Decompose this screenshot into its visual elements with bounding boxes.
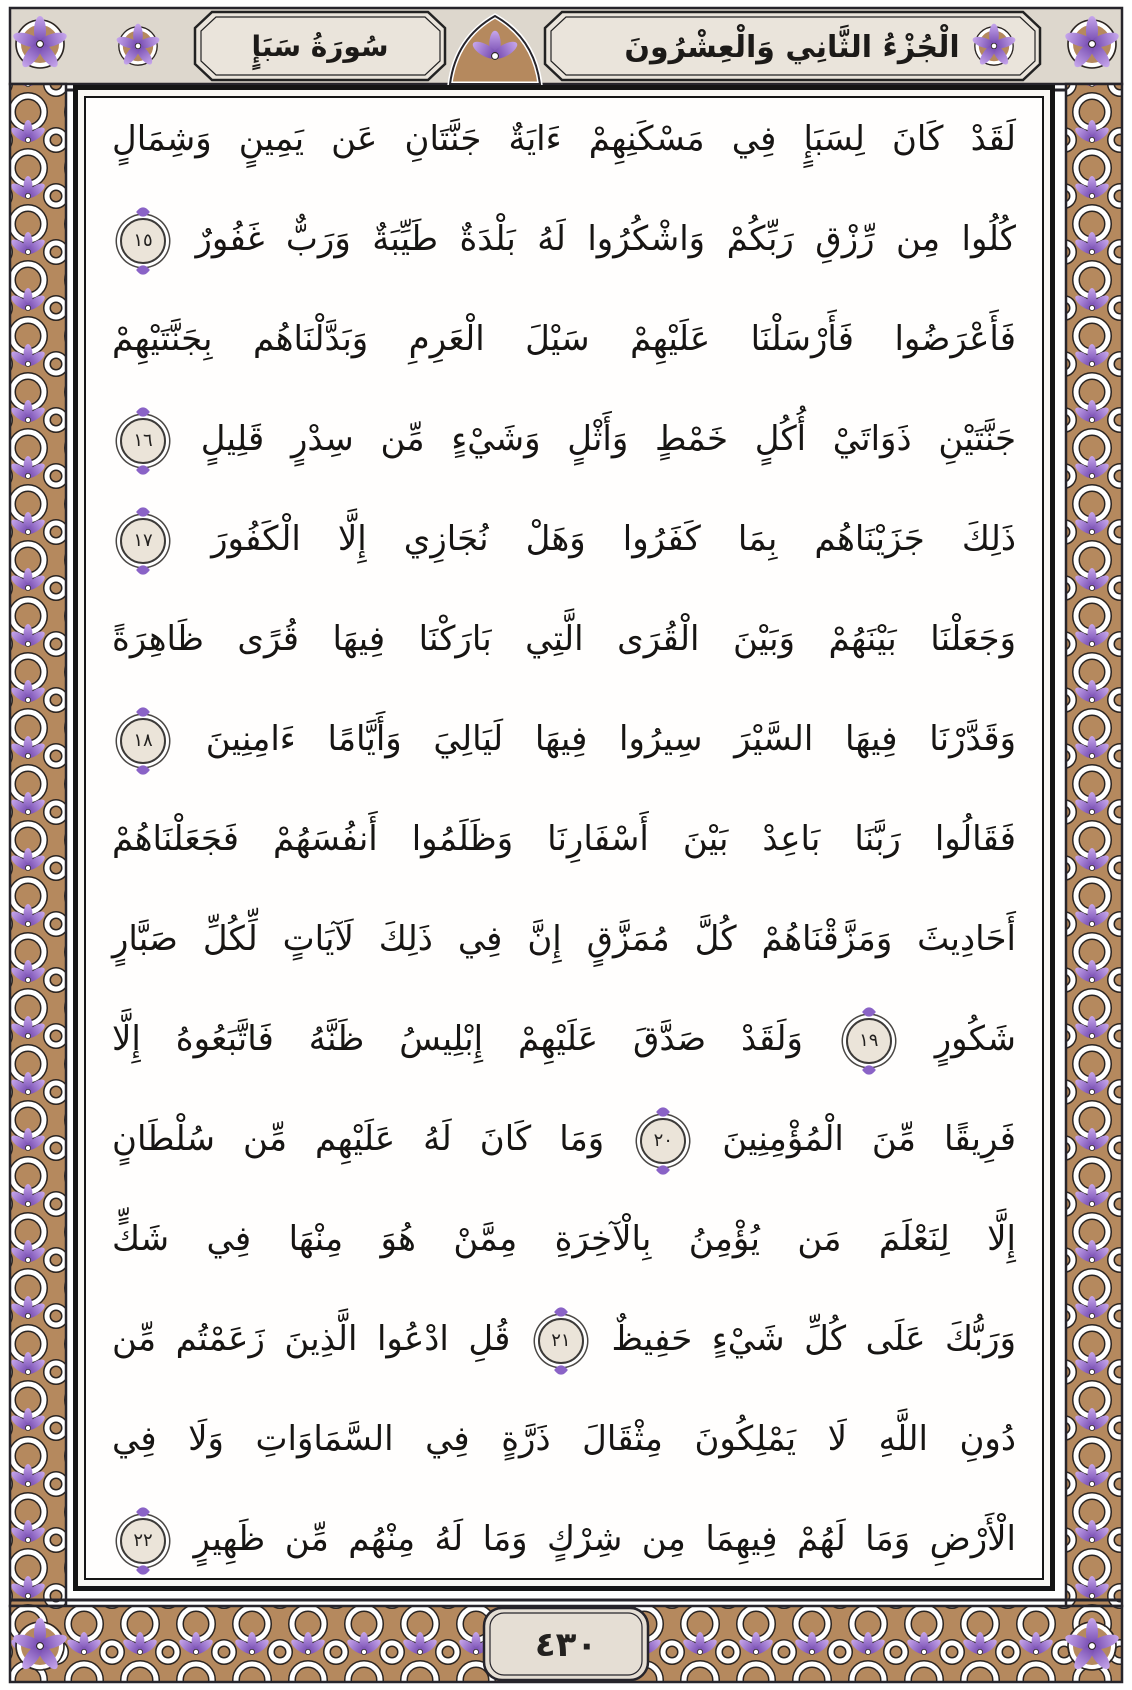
quran-line bbox=[112, 1016, 1016, 1064]
verse-number-marker: ١٦ bbox=[120, 418, 166, 464]
quran-text-segment: فَقَالُوا رَبَّنَا بَاعِدْ بَيْنَ أَسْفَارِنَا وَظَلَمُوا أَنفُسَهُمْ فَجَعَلْنَاهُمْ bbox=[112, 819, 1016, 860]
quran-text-segment: جَنَّتَيْنِ ذَوَاتَيْ أُكُلٍ خَمْطٍ وَأَثْلٍ وَشَيْءٍ مِّن سِدْرٍ قَلِيلٍ bbox=[200, 419, 1017, 460]
page-number-cartouche bbox=[484, 1608, 648, 1680]
quran-text-segment: كُلُوا مِن رِّزْقِ رَبِّكُمْ وَاشْكُرُوا لَهُ بَلْدَةٌ طَيِّبَةٌ وَرَبٌّ غَفُورٌ bbox=[195, 219, 1016, 260]
right-border-band bbox=[1066, 84, 1122, 1606]
quran-line bbox=[112, 116, 1016, 164]
quran-text-segment: شَكُورٍ bbox=[934, 1019, 1016, 1060]
verse-number-marker: ١٧ bbox=[120, 518, 166, 564]
quran-line bbox=[112, 616, 1016, 664]
quran-text-segment: وَقَدَّرْنَا فِيهَا السَّيْرَ سِيرُوا فِيهَا لَيَالِيَ وَأَيَّامًا ءَامِنِينَ bbox=[205, 719, 1017, 760]
juz-title: الْجُزْءُ الثَّانِي وَالْعِشْرُونَ bbox=[624, 30, 960, 65]
verse-number-marker: ٢٠ bbox=[640, 1118, 686, 1164]
juz-cartouche bbox=[545, 12, 1040, 80]
verse-number-marker: ٢١ bbox=[538, 1318, 584, 1364]
quran-text-segment: ذَلِكَ جَزَيْنَاهُم بِمَا كَفَرُوا وَهَلْ نُجَازِي إِلَّا الْكَفُورَ bbox=[211, 519, 1016, 560]
quran-text-segment: الْأَرْضِ وَمَا لَهُمْ فِيهِمَا مِن شِرْكٍ وَمَا لَهُ مِنْهُم مِّن ظَهِيرٍ bbox=[193, 1519, 1016, 1560]
quran-text-segment: وَلَقَدْ صَدَّقَ عَلَيْهِمْ إِبْلِيسُ ظَنَّهُ فَاتَّبَعُوهُ إِلَّا bbox=[112, 1019, 803, 1060]
verse-number-marker: ١٨ bbox=[120, 718, 166, 764]
quran-text-segment: وَرَبُّكَ عَلَى كُلِّ شَيْءٍ حَفِيظٌ bbox=[611, 1319, 1016, 1360]
text-panel bbox=[84, 96, 1044, 1580]
quran-line bbox=[112, 1416, 1016, 1464]
quran-line bbox=[112, 716, 1016, 764]
quran-line bbox=[112, 516, 1016, 564]
verse-number-marker: ٢٢ bbox=[120, 1518, 166, 1564]
quran-line bbox=[112, 216, 1016, 264]
surah-cartouche bbox=[195, 12, 445, 80]
quran-text-segment: لَقَدْ كَانَ لِسَبَإٍ فِي مَسْكَنِهِمْ ءَايَةٌ جَنَّتَانِ عَن يَمِينٍ وَشِمَالٍ bbox=[112, 119, 1016, 159]
quran-line bbox=[112, 1116, 1016, 1164]
left-border-band bbox=[10, 84, 66, 1606]
quran-text-segment: أَحَادِيثَ وَمَزَّقْنَاهُمْ كُلَّ مُمَزَّقٍ إِنَّ فِي ذَلِكَ لَآيَاتٍ لِّكُلِّ صَبَّارٍ bbox=[112, 919, 1016, 960]
verse-number-marker: ١٩ bbox=[846, 1018, 892, 1064]
quran-line bbox=[112, 816, 1016, 864]
quran-text-segment: فَرِيقًا مِّنَ الْمُؤْمِنِينَ bbox=[722, 1119, 1016, 1160]
quran-text-segment: قُلِ ادْعُوا الَّذِينَ زَعَمْتُم مِّن bbox=[112, 1319, 511, 1360]
surah-title: سُورَةُ سَبَإٍ bbox=[251, 30, 389, 63]
page-number: ٤٣٠ bbox=[534, 1625, 598, 1665]
quran-line bbox=[112, 1316, 1016, 1364]
quran-line bbox=[112, 1216, 1016, 1264]
verse-number-marker: ١٥ bbox=[120, 218, 166, 264]
quran-line bbox=[112, 916, 1016, 964]
quran-line bbox=[112, 416, 1016, 464]
quran-text-segment: دُونِ اللَّهِ لَا يَمْلِكُونَ مِثْقَالَ ذَرَّةٍ فِي السَّمَاوَاتِ وَلَا فِي bbox=[112, 1419, 1016, 1460]
quran-lines bbox=[86, 98, 1042, 1578]
quran-text-segment: وَجَعَلْنَا بَيْنَهُمْ وَبَيْنَ الْقُرَى الَّتِي بَارَكْنَا فِيهَا قُرًى ظَاهِرَةً bbox=[112, 619, 1016, 660]
quran-text-segment: فَأَعْرَضُوا فَأَرْسَلْنَا عَلَيْهِمْ سَيْلَ الْعَرِمِ وَبَدَّلْنَاهُم بِجَنَّتَيْهِمْ bbox=[112, 319, 1016, 360]
quran-line bbox=[112, 316, 1016, 364]
quran-text-segment: إِلَّا لِنَعْلَمَ مَن يُؤْمِنُ بِالْآخِرَةِ مِمَّنْ هُوَ مِنْهَا فِي شَكٍّ bbox=[112, 1219, 1016, 1260]
quran-line bbox=[112, 1516, 1016, 1564]
quran-text-segment: وَمَا كَانَ لَهُ عَلَيْهِم مِّن سُلْطَانٍ bbox=[112, 1119, 605, 1160]
